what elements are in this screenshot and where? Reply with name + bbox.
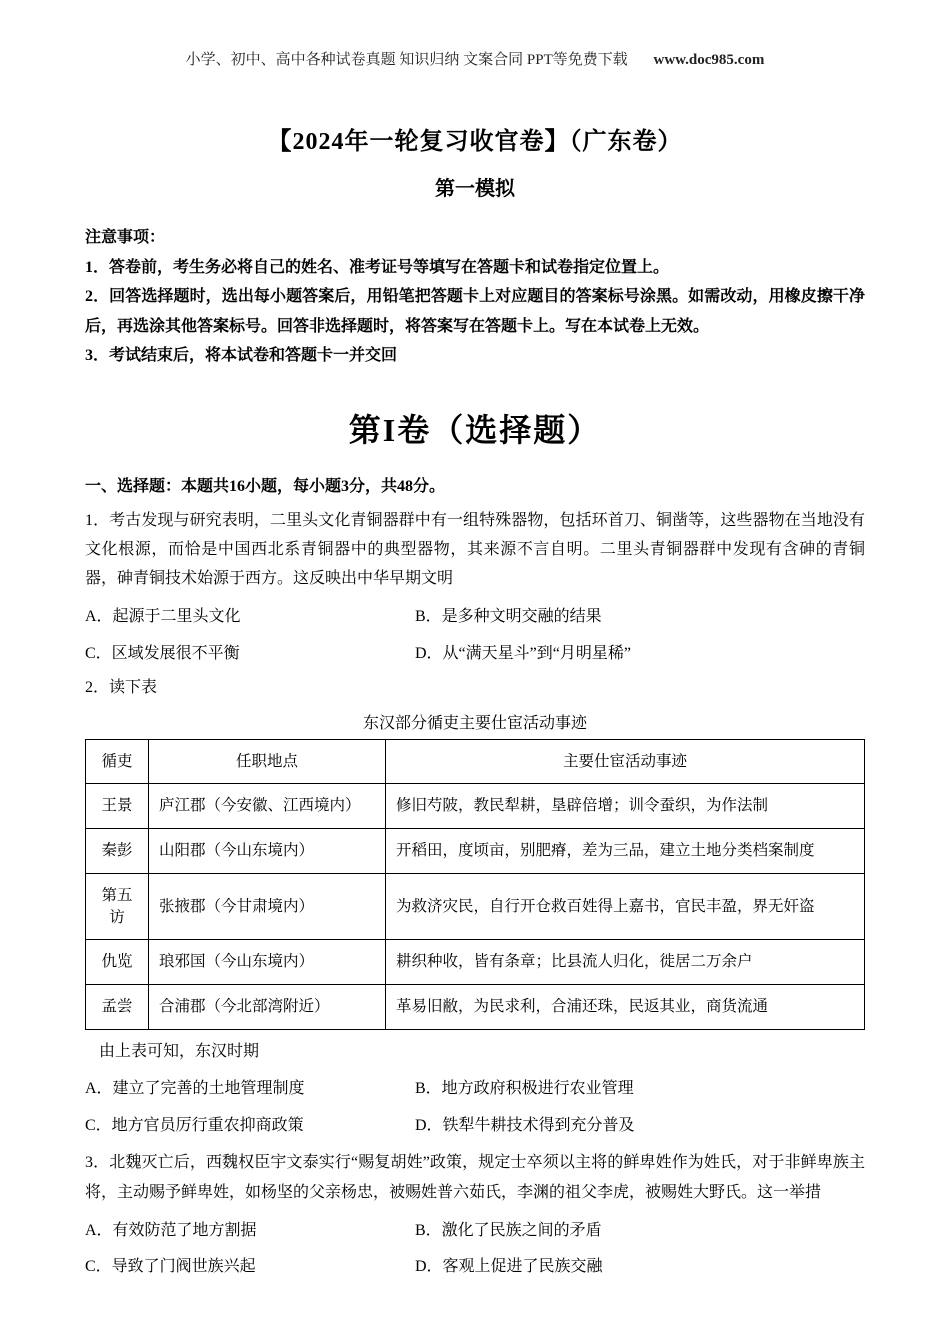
notice-section [85, 223, 865, 371]
notice-item-3: 3．考试结束后，将本试卷和答题卡一并交回 [85, 347, 398, 365]
table-cell-deeds: 修旧芍陂，教民犁耕，垦辟倍增；训令蚕织，为作法制 [386, 784, 865, 829]
question-1-option-a: A．起源于二里头文化 [85, 608, 241, 626]
question-1 [85, 506, 865, 667]
table-cell-location: 合浦郡（今北部湾附近） [149, 984, 386, 1029]
notice-item-2: 2．回答选择题时，选出每小题答案后，用铅笔把答题卡上对应题目的答案标号涂黑。如需改动，用橡皮擦干净后，再选涂其他答案标号。回答非选择题时，将答案写在答题卡上。写在本试卷上无效。 [85, 288, 865, 335]
table-cell-official: 王景 [86, 784, 149, 829]
question-3-option-b: B．激化了民族之间的矛盾 [415, 1221, 602, 1239]
question-3-option-a: A．有效防范了地方割据 [85, 1221, 257, 1239]
question-2 [85, 673, 865, 1139]
table-cell-official: 秦彭 [86, 829, 149, 874]
table-row [86, 873, 865, 939]
question-2-conclusion: 由上表可知，东汉时期 [99, 1042, 260, 1060]
table-cell-official: 孟尝 [86, 984, 149, 1029]
question-3-option-c: C．导致了门阀世族兴起 [85, 1258, 256, 1276]
table-cell-location: 张掖郡（今甘肃境内） [149, 873, 386, 939]
question-3-option-d: D．客观上促进了民族交融 [415, 1258, 603, 1276]
table-cell-location: 庐江郡（今安徽、江西境内） [149, 784, 386, 829]
table-title: 东汉部分循吏主要仕宦活动事迹 [362, 714, 587, 732]
notice-item-1: 1．答卷前，考生务必将自己的姓名、准考证号等填写在答题卡和试卷指定位置上。 [85, 258, 670, 276]
table-header-deeds: 主要仕宦活动事迹 [386, 739, 865, 784]
table-cell-deeds: 为救济灾民，自行开仓救百姓得上嘉书，官民丰盈，界无奸盗 [386, 873, 865, 939]
question-3-options-row-2 [85, 1255, 865, 1280]
question-3 [85, 1148, 865, 1280]
question-1-option-c: C．区域发展很不平衡 [85, 644, 240, 662]
question-1-options-row-1 [85, 605, 865, 630]
table-cell-deeds: 耕织种收，皆有条章；比县流人归化，徙居二万余户 [386, 940, 865, 985]
question-1-option-d: D．从“满天星斗”到“月明星稀” [415, 644, 631, 662]
question-2-options-row-2 [85, 1114, 865, 1139]
site-url-link[interactable]: www.doc985.com [653, 52, 765, 68]
question-2-stem: 2．读下表 [85, 678, 158, 696]
question-3-stem: 3．北魏灭亡后，西魏权臣宇文泰实行“赐复胡姓”政策，规定士卒须以主将的鲜卑姓作为姓氏，对于非鲜卑族主将，主动赐予鲜卑姓，如杨坚的父亲杨忠，被赐姓普六茹氏，李渊的祖父李虎，被赐姓大野氏。这一举措 [85, 1154, 865, 1201]
question-2-option-c: C．地方官员厉行重农抑商政策 [85, 1116, 304, 1134]
table-row [86, 784, 865, 829]
table-cell-official: 第五访 [86, 873, 149, 939]
question-2-option-b: B．地方政府积极进行农业管理 [415, 1079, 634, 1097]
table-row [86, 829, 865, 874]
exam-subtitle: 第一模拟 [435, 178, 515, 200]
table-cell-official: 仇览 [86, 940, 149, 985]
question-2-options-row-1 [85, 1077, 865, 1102]
question-2-option-d: D．铁犁牛耕技术得到充分普及 [415, 1116, 635, 1134]
table-cell-deeds: 开稻田，度顷亩，别肥瘠，差为三品，建立土地分类档案制度 [386, 829, 865, 874]
exam-title: 【2024年一轮复习收官卷】（广东卷） [267, 129, 683, 155]
part-title: 第I卷（选择题） [348, 411, 602, 448]
table-header-official: 循吏 [86, 739, 149, 784]
table-row [86, 940, 865, 985]
notice-heading: 注意事项： [85, 229, 166, 246]
question-2-option-a: A．建立了完善的土地管理制度 [85, 1079, 305, 1097]
table-cell-location: 琅邪国（今山东境内） [149, 940, 386, 985]
table-cell-deeds: 革易旧敝，为民求利，合浦还珠，民返其业，商货流通 [386, 984, 865, 1029]
table-header-row [86, 739, 865, 784]
question-1-options-row-2 [85, 642, 865, 667]
table-row [86, 984, 865, 1029]
site-header [85, 48, 865, 69]
han-officials-table [85, 739, 865, 1030]
table-header-location: 任职地点 [149, 739, 386, 784]
site-header-text: 小学、初中、高中各种试卷真题 知识归纳 文案合同 PPT等免费下载 [185, 52, 628, 68]
section-instructions: 一、选择题：本题共16小题，每小题3分，共48分。 [85, 477, 446, 495]
question-1-stem: 1．考古发现与研究表明，二里头文化青铜器群中有一组特殊器物，包括环首刀、铜凿等，这些器物在当地没有文化根源，而恰是中国西北系青铜器中的典型器物，其来源不言自明。二里头青铜器群中发现有含砷的青铜器，砷青铜技术始源于西方。这反映出中华早期文明 [85, 511, 865, 587]
table-cell-location: 山阳郡（今山东境内） [149, 829, 386, 874]
question-3-options-row-1 [85, 1219, 865, 1244]
question-1-option-b: B．是多种文明交融的结果 [415, 608, 602, 626]
